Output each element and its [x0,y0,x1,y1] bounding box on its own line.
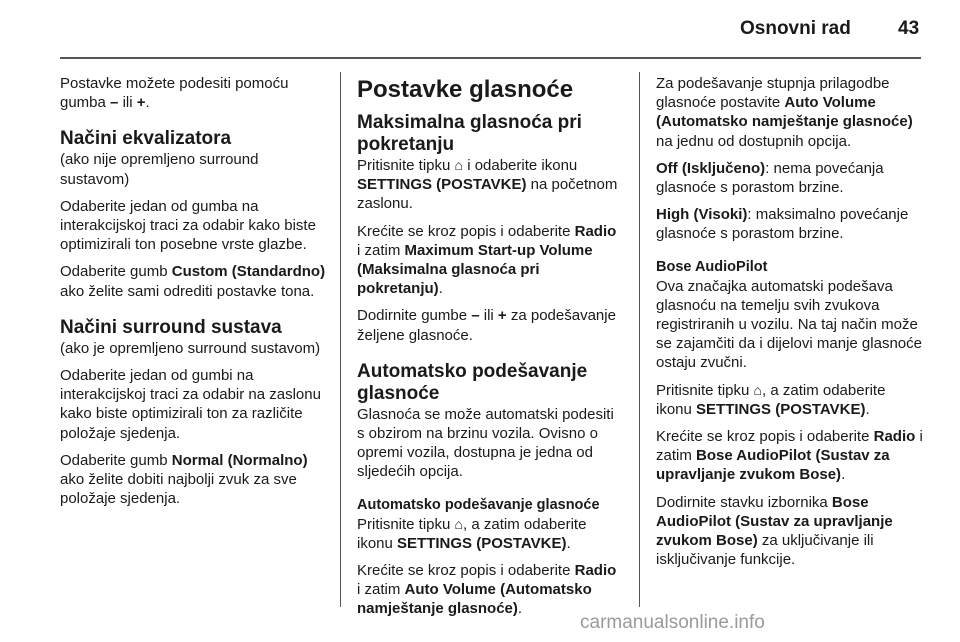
paragraph: Dodirnite stavku izbornika Bose AudioPilot (Sustav za upravljanje zvukom Bose) za uključivanje ili isključivanje funkcije. [656,493,893,569]
section-heading-auto-volume: Automatsko podešavanje glasnoće [357,360,588,404]
column-divider-1 [340,72,341,607]
paragraph: Pritisnite tipku ⌂, a zatim odaberite ikonu SETTINGS (POSTAVKE). [656,381,886,418]
paragraph: Krećite se kroz popis i odaberite Radio i zatim Bose AudioPilot (Sustav za upravljanje zvukom Bose). [656,428,923,484]
paragraph: Odaberite gumb Normal (Normalno) ako želite dobiti najbolji zvuk za sve položaje sjedenja. [60,451,308,508]
minus-symbol: – [110,94,119,112]
paragraph: Odaberite gumb Custom (Standardno) ako želite sami odrediti postavke tona. [60,263,326,300]
note: (ako nije opremljeno surround sustavom) [60,151,259,188]
paragraph: Odaberite jedan od gumba na interakcijskoj traci za odabir kako biste optimizirali ton posebne vrste glazbe. [60,197,316,254]
watermark: carmanualsonline.info [580,612,765,633]
header-title: Osnovni rad [740,18,851,39]
paragraph: Ova značajka automatski podešava glasnoću na temelju svih zvukova registriranih u vozilu. Na taj način može se zajamčiti da i dijelovi manje glasnoće ostaju zvučni. [656,277,922,372]
subheading-auto-volume: Automatsko podešavanje glasnoće [357,496,600,513]
note: (ako je opremljeno surround sustavom) [60,339,321,357]
paragraph: Pritisnite tipku ⌂, a zatim odaberite ikonu SETTINGS (POSTAVKE). [357,515,587,552]
paragraph: Pritisnite tipku ⌂ i odaberite ikonu SETTINGS (POSTAVKE) na početnom zaslonu. [357,157,618,213]
plus-symbol: + [497,307,507,325]
plus-symbol: + [136,94,146,112]
minus-symbol: – [471,307,480,325]
paragraph: Krećite se kroz popis i odaberite Radio i zatim Maximum Start-up Volume (Maksimalna glasnoća pri pokretanju). [357,222,617,298]
paragraph: High (Visoki): maksimalno povećanje glasnoće s porastom brzine. [656,206,909,243]
section-heading-max-volume: Maksimalna glasnoća pri pokretanju [357,112,582,155]
home-icon: ⌂ [454,157,464,173]
page-section-title: Postavke glasnoće [357,76,574,103]
column-3 [656,74,924,577]
paragraph: Za podešavanje stupnja prilagodbe glasnoće postavite Auto Volume (Automatsko namještanje glasnoće) na jednu od dostupnih opcija. [656,75,913,150]
paragraph: Dodirnite gumbe – ili + za podešavanje željene glasnoće. [357,307,616,344]
page-number: 43 [898,18,920,39]
subheading-bose-audiopilot: Bose AudioPilot [656,258,768,275]
column-divider-2 [639,72,640,607]
column-2 [357,74,623,627]
paragraph: Odaberite jedan od gumbi na interakcijskoj traci za odabir na zaslonu kako biste optimizirali ton za različite položaje sjedenja. [60,367,321,442]
paragraph: Glasnoća se može automatski podesiti s obzirom na brzinu vozila. Ovisno o opremi vozila, dostupna je jedna od sljedećih opcija. [357,405,614,481]
paragraph: Off (Isključeno): nema povećanja glasnoće s porastom brzine. [656,159,884,197]
home-icon: ⌂ [753,381,763,398]
paragraph: Krećite se kroz popis i odaberite Radio i zatim Auto Volume (Automatsko namještanje glasnoće). [357,562,617,618]
home-icon: ⌂ [454,515,464,532]
section-heading-surround: Načini surround sustava [60,316,282,338]
column-1 [60,74,328,516]
paragraph: Postavke možete podesiti pomoću gumba – ili +. [60,75,289,112]
header-rule [60,57,921,59]
section-heading-equalizer: Načini ekvalizatora [60,128,232,150]
